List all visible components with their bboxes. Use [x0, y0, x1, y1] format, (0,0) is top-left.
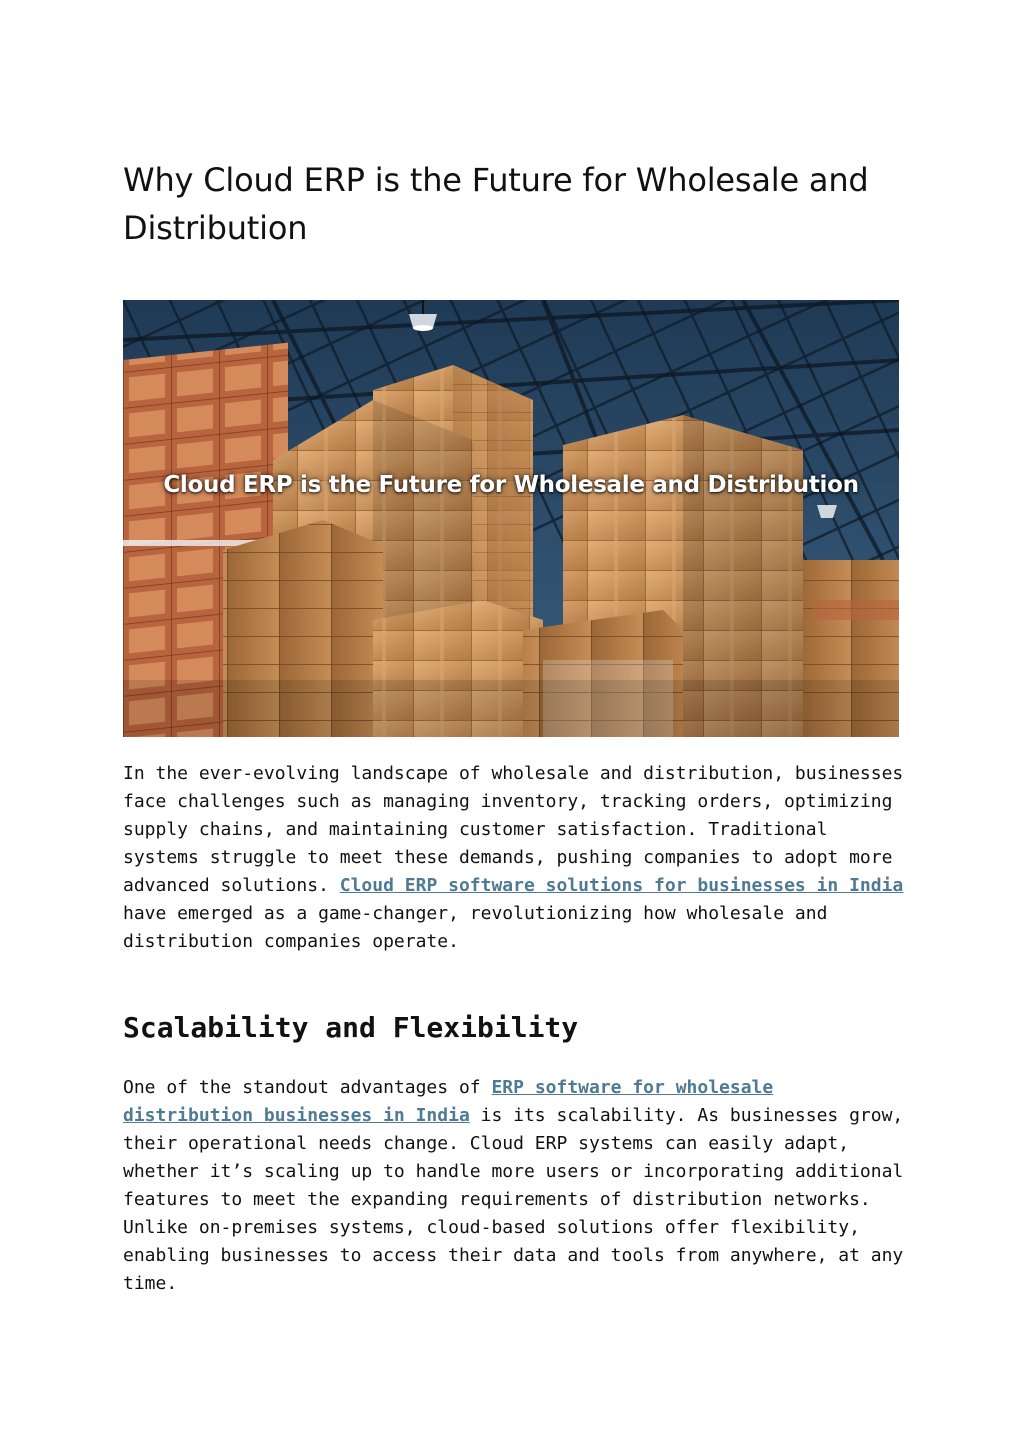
page-title: Why Cloud ERP is the Future for Wholesale and Distribution [123, 161, 869, 247]
section-heading-scalability: Scalability and Flexibility [123, 1011, 579, 1044]
scalability-text-before-link: One of the standout advantages of [123, 1077, 492, 1098]
intro-text-before-link: In the ever-evolving landscape of wholesale and distribution, businesses face challenges such as managing inventory, tracking orders, optimizing supply chains, and maintaining customer satisfaction. Traditional systems struggle to meet these demands, pushing companies to adopt more advanced solutions. [123, 763, 904, 896]
intro-paragraph [123, 760, 913, 956]
intro-text-after-link: have emerged as a game-changer, revolutionizing how wholesale and distribution companies operate. [123, 903, 828, 952]
scalability-paragraph [123, 1074, 913, 1298]
warehouse-boxes-illustration [123, 300, 899, 737]
erp-wholesale-link[interactable]: ERP software for wholesale distribution businesses in India [123, 1077, 774, 1126]
hero-image [123, 300, 899, 737]
cloud-erp-link[interactable]: Cloud ERP software solutions for businesses in India [339, 875, 904, 896]
hero-image-caption: Cloud ERP is the Future for Wholesale and Distribution [163, 472, 859, 498]
scalability-text-after-link: is its scalability. As businesses grow, their operational needs change. Cloud ERP systems can easily adapt, whether it’s scaling up to handle more users or incorporating additional features to meet the expanding requirements of distribution networks. Unlike on-premises systems, cloud-based solutions offer flexibility, enabling businesses to access their data and tools from anywhere, at any time. [123, 1105, 904, 1294]
